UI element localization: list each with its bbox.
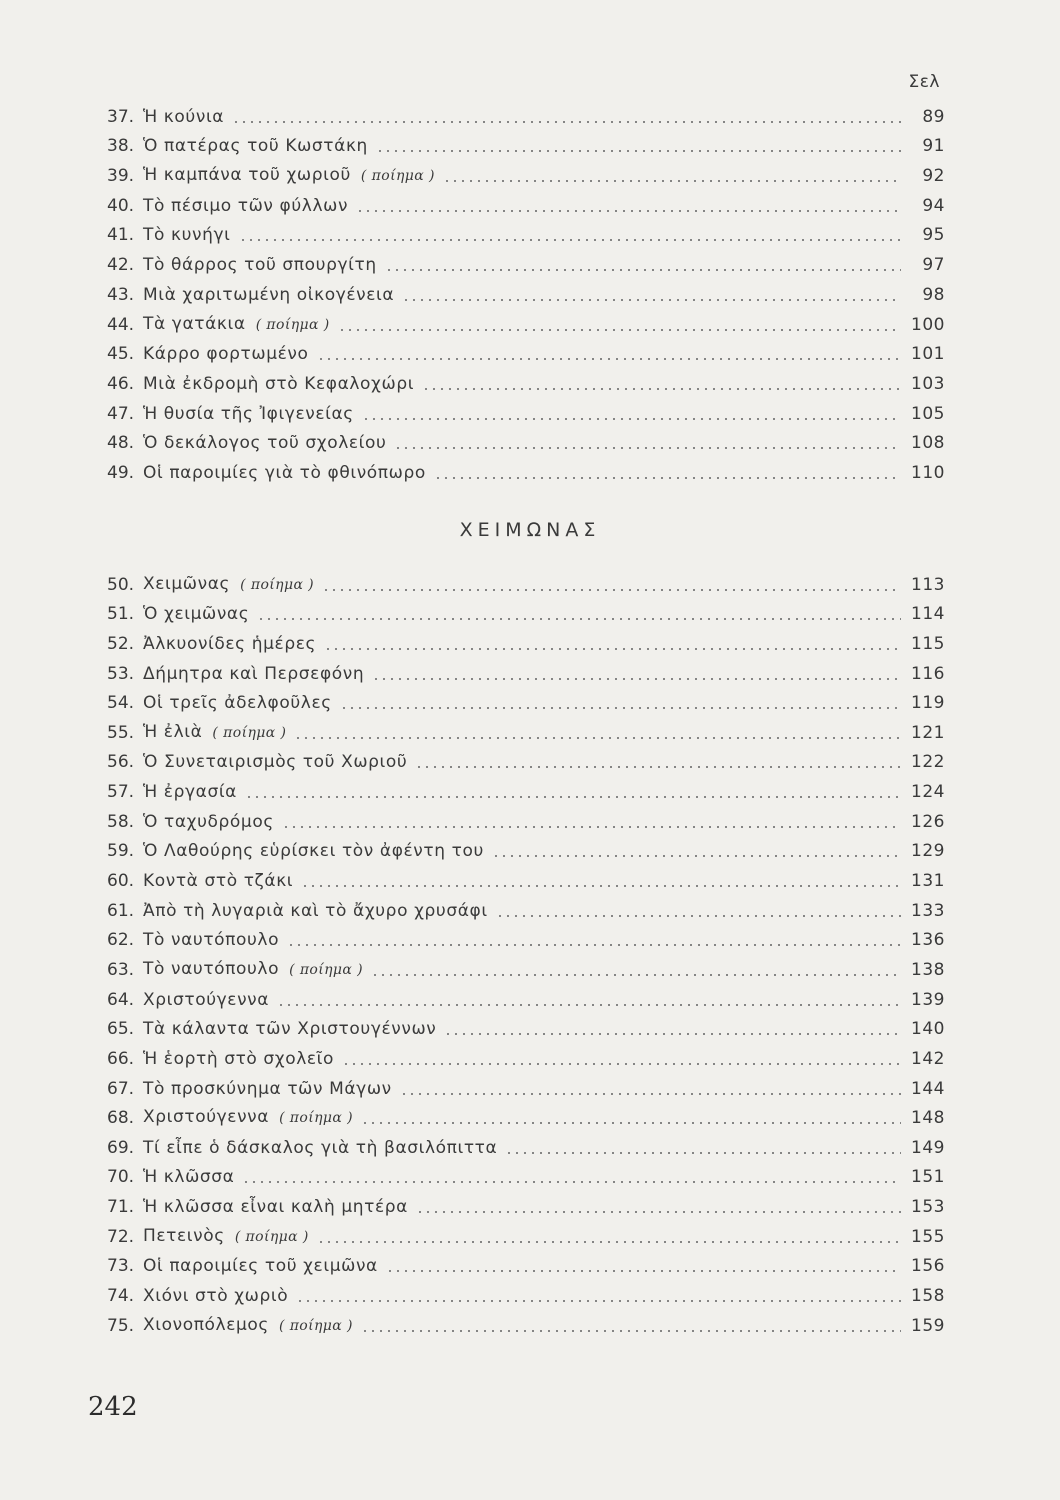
entry-title-text: Χριστούγεννα [143, 989, 270, 1010]
entry-page-number: 91 [922, 136, 945, 157]
entry-title [137, 1078, 392, 1100]
toc-entry [107, 625, 945, 655]
dot-leader [376, 150, 901, 152]
entry-title [137, 603, 249, 625]
entry-number: 49. [107, 462, 135, 483]
toc-entry [107, 276, 945, 306]
entry-title-text: Δήμητρα καὶ Περσεφόνη [143, 663, 365, 684]
dot-leader [317, 1241, 901, 1243]
toc-list-autumn [107, 98, 945, 484]
entry-title [137, 164, 435, 187]
entry-number: 64. [107, 989, 135, 1010]
entry-title-text: Μιὰ χαριτωμένη οἰκογένεια [143, 284, 395, 305]
dot-leader [385, 269, 901, 271]
poem-marker: ( ποίημα ) [278, 1317, 353, 1334]
entry-number: 69. [107, 1137, 135, 1158]
toc-entry [107, 773, 945, 803]
page-number: 242 [88, 1392, 138, 1422]
entry-number: 47. [107, 403, 135, 424]
entry-page-number: 108 [911, 433, 945, 454]
page-column-label: Σελ [908, 72, 940, 92]
entry-title [137, 900, 488, 922]
toc-entry [107, 803, 945, 833]
entry-number: 65. [107, 1019, 135, 1040]
entry-title-text: Ἡ κλῶσσα [143, 1167, 235, 1188]
dot-leader [338, 329, 901, 331]
toc-entry [107, 714, 945, 744]
entry-page-number: 110 [911, 462, 945, 483]
entry-title-text: Κοντὰ στὸ τζάκι [143, 871, 294, 892]
dot-leader [443, 180, 901, 182]
dot-leader [416, 1211, 901, 1213]
entry-title-text: Χιονοπόλεμος [143, 1314, 269, 1335]
entry-page-number: 103 [911, 373, 945, 394]
entry-title [137, 692, 332, 714]
dot-leader [282, 826, 901, 828]
entry-title [137, 462, 426, 484]
entry-page-number: 119 [911, 693, 945, 714]
entry-title-text: Μιὰ ἐκδρομὴ στὸ Κεφαλοχώρι [143, 373, 415, 394]
dot-leader [394, 447, 901, 449]
entry-page-number: 105 [911, 403, 945, 424]
entry-page-number: 94 [922, 195, 945, 216]
entry-number: 54. [107, 693, 135, 714]
entry-title [137, 1255, 378, 1277]
entry-page-number: 138 [911, 959, 945, 980]
toc-entry [107, 336, 945, 366]
entry-number: 59. [107, 841, 135, 862]
entry-page-number: 144 [911, 1078, 945, 1099]
entry-title [137, 721, 286, 744]
entry-page-number: 113 [911, 574, 945, 595]
toc-entry [107, 98, 945, 128]
entry-title [137, 106, 224, 128]
dot-leader [239, 239, 901, 241]
entry-title [137, 224, 231, 246]
entry-number: 67. [107, 1078, 135, 1099]
entry-title [137, 1137, 497, 1159]
entry-page-number: 158 [911, 1286, 945, 1307]
toc-entry [107, 454, 945, 484]
dot-leader [386, 1270, 901, 1272]
toc-entry [107, 892, 945, 922]
dot-leader [422, 388, 901, 390]
entry-page-number: 95 [922, 225, 945, 246]
entry-title-text: Ἡ κούνια [143, 106, 225, 127]
toc-entry [107, 1218, 945, 1248]
entry-title-text: Τὸ κυνήγι [143, 225, 231, 246]
dot-leader [322, 589, 901, 591]
dot-leader [257, 618, 901, 620]
entry-number: 68. [107, 1108, 135, 1129]
entry-page-number: 153 [911, 1197, 945, 1218]
entry-page-number: 100 [911, 314, 945, 335]
toc-entry [107, 425, 945, 455]
poem-marker: ( ποίημα ) [234, 1228, 309, 1245]
toc-entry [107, 306, 945, 336]
toc-entry [107, 1070, 945, 1100]
dot-leader [372, 678, 901, 680]
entry-title-text: Ἡ θυσία τῆς Ἰφιγενείας [143, 403, 354, 424]
entry-title-text: Τὸ ναυτόπουλο [143, 930, 280, 951]
poem-marker: ( ποίημα ) [255, 316, 330, 333]
entry-title-text: Τὸ πέσιμο τῶν φύλλων [143, 195, 349, 216]
dot-leader [444, 1033, 901, 1035]
entry-number: 50. [107, 574, 135, 595]
entry-number: 71. [107, 1197, 135, 1218]
entry-title [137, 1285, 288, 1307]
toc-entry [107, 1307, 945, 1337]
entry-number: 56. [107, 752, 135, 773]
poem-marker: ( ποίημα ) [212, 724, 287, 741]
entry-page-number: 116 [911, 663, 945, 684]
entry-title [137, 751, 407, 773]
entry-number: 75. [107, 1315, 135, 1336]
toc-entry [107, 981, 945, 1011]
entry-title [137, 135, 368, 157]
dot-leader [362, 418, 901, 420]
entry-number: 46. [107, 373, 135, 394]
entry-title [137, 313, 330, 336]
entry-number: 55. [107, 722, 135, 743]
toc-entry [107, 365, 945, 395]
entry-number: 62. [107, 930, 135, 951]
entry-page-number: 142 [911, 1048, 945, 1069]
entry-title [137, 403, 354, 425]
entry-title [137, 284, 394, 306]
toc-entry [107, 128, 945, 158]
dot-leader [324, 648, 901, 650]
entry-number: 70. [107, 1167, 135, 1188]
entry-title [137, 1314, 353, 1337]
entry-page-number: 151 [911, 1167, 945, 1188]
poem-marker: ( ποίημα ) [360, 168, 435, 185]
entry-title-text: Τὰ κάλαντα τῶν Χριστουγέννων [143, 1019, 437, 1040]
entry-title [137, 870, 293, 892]
entry-number: 61. [107, 900, 135, 921]
toc-entry [107, 1248, 945, 1278]
dot-leader [371, 974, 901, 976]
entry-title-text: Ὁ Λαθούρης εὑρίσκει τὸν ἀφέντη του [143, 841, 484, 862]
dot-leader [294, 737, 901, 739]
entry-page-number: 139 [911, 989, 945, 1010]
entry-title [137, 343, 309, 365]
poem-marker: ( ποίημα ) [289, 961, 363, 978]
entry-number: 74. [107, 1286, 135, 1307]
toc-entry [107, 1129, 945, 1159]
toc-entry [107, 833, 945, 863]
dot-leader [245, 796, 901, 798]
toc-entry [107, 922, 945, 952]
entry-title [137, 1196, 408, 1218]
toc-entry [107, 744, 945, 774]
entry-number: 41. [107, 225, 135, 246]
entry-title [137, 1018, 436, 1040]
toc-entry [107, 1277, 945, 1307]
entry-title [137, 958, 363, 981]
section-heading-winter: ΧΕΙΜΩΝΑΣ [459, 519, 601, 541]
entry-page-number: 126 [911, 811, 945, 832]
entry-title [137, 1166, 234, 1188]
entry-title [137, 1225, 309, 1248]
entry-title-text: Ὁ πατέρας τοῦ Κωστάκη [143, 136, 368, 157]
dot-leader [317, 358, 901, 360]
entry-page-number: 89 [922, 106, 945, 127]
entry-page-number: 149 [911, 1137, 945, 1158]
entry-number: 43. [107, 284, 135, 305]
entry-title-text: Ἀλκυονίδες ἡμέρες [143, 633, 317, 654]
entry-title [137, 633, 316, 655]
entry-number: 42. [107, 255, 135, 276]
entry-number: 72. [107, 1226, 135, 1247]
entry-number: 51. [107, 604, 135, 625]
entry-title-text: Ὁ δεκάλογος τοῦ σχολείου [143, 433, 387, 454]
entry-title [137, 811, 274, 833]
entry-page-number: 122 [911, 752, 945, 773]
entry-title [137, 989, 269, 1011]
dot-leader [301, 885, 901, 887]
dot-leader [356, 210, 901, 212]
entry-page-number: 156 [911, 1256, 945, 1277]
entry-page-number: 133 [911, 900, 945, 921]
entry-page-number: 131 [911, 871, 945, 892]
entry-page-number: 140 [911, 1019, 945, 1040]
entry-page-number: 124 [911, 782, 945, 803]
toc-entry [107, 187, 945, 217]
entry-number: 58. [107, 811, 135, 832]
entry-title [137, 1048, 334, 1070]
entry-title-text: Κάρρο φορτωμένο [143, 344, 309, 365]
entry-title-text: Οἱ παροιμίες τοῦ χειμῶνα [143, 1256, 378, 1277]
entry-title-text: Ἡ κλῶσσα εἶναι καλὴ μητέρα [143, 1197, 408, 1218]
toc-list-winter [107, 566, 945, 1337]
entry-title-text: Τὸ ναυτόπουλο [143, 958, 280, 979]
entry-title [137, 1106, 353, 1129]
entry-number: 37. [107, 106, 135, 127]
entry-title-text: Τὸ προσκύνημα τῶν Μάγων [143, 1078, 392, 1099]
entry-page-number: 148 [911, 1108, 945, 1129]
dot-leader [361, 1122, 901, 1124]
entry-number: 60. [107, 871, 135, 892]
entry-title [137, 663, 364, 685]
entry-title-text: Ὁ χειμῶνας [143, 604, 250, 625]
entry-number: 73. [107, 1256, 135, 1277]
entry-title-text: Οἱ παροιμίες γιὰ τὸ φθινόπωρο [143, 462, 426, 483]
dot-leader [434, 477, 901, 479]
toc-entry [107, 246, 945, 276]
dot-leader [415, 766, 901, 768]
entry-number: 57. [107, 782, 135, 803]
dot-leader [242, 1181, 901, 1183]
dot-leader [402, 299, 901, 301]
dot-leader [287, 944, 901, 946]
toc-entry [107, 951, 945, 981]
dot-leader [296, 1300, 901, 1302]
entry-page-number: 115 [911, 633, 945, 654]
entry-page-number: 101 [911, 344, 945, 365]
entry-number: 44. [107, 314, 135, 335]
entry-title [137, 432, 386, 454]
entry-title-text: Χειμῶνας [143, 573, 231, 594]
toc-entry [107, 1159, 945, 1189]
dot-leader [277, 1004, 901, 1006]
dot-leader [496, 915, 901, 917]
entry-title-text: Ἡ ἐλιὰ [143, 721, 203, 742]
entry-title-text: Οἱ τρεῖς ἀδελφοῦλες [143, 693, 332, 714]
entry-title-text: Ἡ καμπάνα τοῦ χωριοῦ [143, 165, 351, 186]
entry-page-number: 121 [911, 722, 945, 743]
entry-page-number: 97 [922, 255, 945, 276]
entry-page-number: 92 [922, 166, 945, 187]
poem-marker: ( ποίημα ) [240, 576, 315, 593]
dot-leader [342, 1063, 901, 1065]
toc-entry [107, 1100, 945, 1130]
entry-title-text: Τὸ θάρρος τοῦ σπουργίτη [143, 255, 377, 276]
dot-leader [340, 707, 901, 709]
toc-entry [107, 395, 945, 425]
entry-title-text: Ὁ ταχυδρόμος [143, 811, 274, 832]
toc-entry [107, 566, 945, 596]
toc-entry [107, 862, 945, 892]
entry-title [137, 781, 237, 803]
toc-entry [107, 157, 945, 187]
dot-leader [232, 121, 901, 123]
entry-title [137, 929, 279, 951]
entry-title [137, 840, 484, 862]
entry-title-text: Ἀπὸ τὴ λυγαριὰ καὶ τὸ ἄχυρο χρυσάφι [143, 900, 488, 921]
entry-title-text: Τὰ γατάκια [143, 313, 246, 334]
entry-title [137, 373, 414, 395]
dot-leader [361, 1330, 901, 1332]
entry-title [137, 573, 314, 596]
entry-number: 52. [107, 633, 135, 654]
dot-leader [492, 855, 901, 857]
entry-page-number: 136 [911, 930, 945, 951]
entry-title-text: Χριστούγεννα [143, 1107, 270, 1128]
toc-entry [107, 217, 945, 247]
entry-title-text: Ἡ ἐργασία [143, 782, 237, 803]
entry-number: 48. [107, 433, 135, 454]
entry-title-text: Ἡ ἑορτὴ στὸ σχολεῖο [143, 1048, 335, 1069]
entry-title-text: Χιόνι στὸ χωριὸ [143, 1286, 289, 1307]
entry-number: 38. [107, 136, 135, 157]
entry-number: 53. [107, 663, 135, 684]
poem-marker: ( ποίημα ) [279, 1110, 353, 1127]
toc-entry [107, 685, 945, 715]
entry-title [137, 195, 348, 217]
entry-title-text: Τί εἶπε ὁ δάσκαλος γιὰ τὴ βασιλόπιττα [143, 1137, 498, 1158]
entry-page-number: 129 [911, 841, 945, 862]
entry-number: 66. [107, 1048, 135, 1069]
toc-entry [107, 1011, 945, 1041]
entry-number: 63. [107, 959, 135, 980]
entry-title-text: Ὁ Συνεταιρισμὸς τοῦ Χωριοῦ [143, 752, 408, 773]
entry-title [137, 254, 377, 276]
entry-title-text: Πετεινὸς [143, 1225, 225, 1246]
entry-number: 39. [107, 166, 135, 187]
entry-page-number: 159 [911, 1315, 945, 1336]
dot-leader [400, 1093, 901, 1095]
entry-page-number: 98 [922, 284, 945, 305]
toc-entry [107, 655, 945, 685]
entry-number: 40. [107, 195, 135, 216]
dot-leader [505, 1152, 901, 1154]
toc-entry [107, 596, 945, 626]
entry-number: 45. [107, 344, 135, 365]
toc-entry [107, 1040, 945, 1070]
entry-page-number: 114 [911, 604, 945, 625]
toc-entry [107, 1188, 945, 1218]
entry-page-number: 155 [911, 1226, 945, 1247]
